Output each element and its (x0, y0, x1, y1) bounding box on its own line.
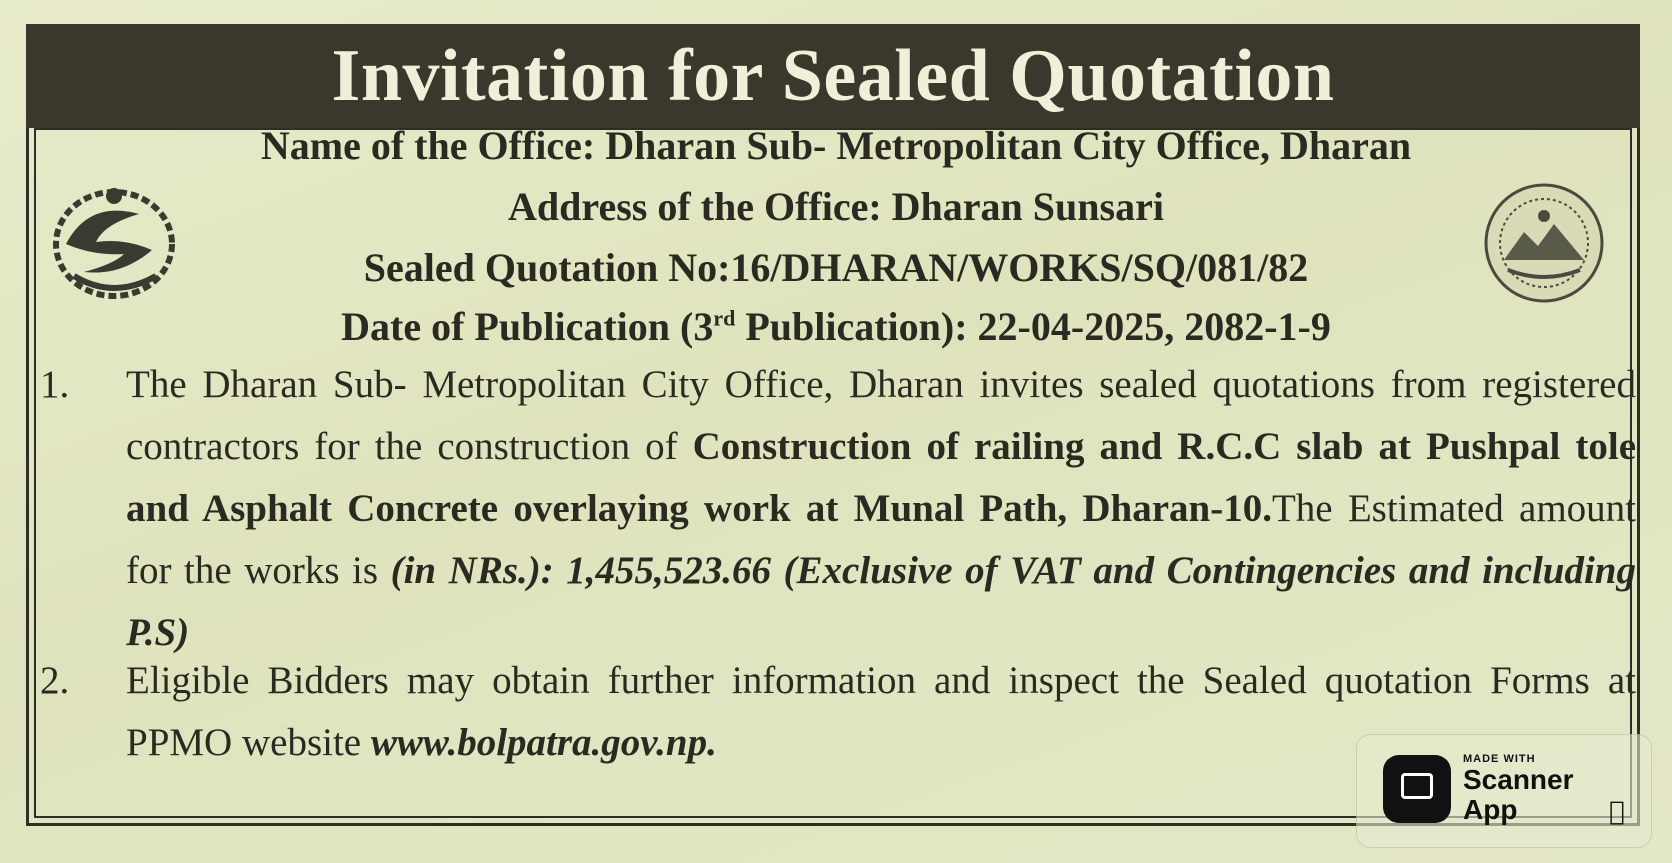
office-address: Address of the Office: Dharan Sunsari (508, 184, 1164, 229)
municipality-seal-icon (1478, 180, 1610, 306)
item-1-amount-text: The Estimated amount for the works is (126, 487, 1636, 592)
made-with-label: MADE WITH (1463, 753, 1536, 765)
scanner-app-watermark (1356, 734, 1652, 848)
publication-prefix: Date of Publication (3 (341, 304, 714, 349)
item-number: 2. (40, 659, 70, 702)
item-number: 1. (40, 363, 70, 406)
website-link: www.bolpatra.gov.np. (370, 721, 717, 764)
publication-suffix: Publication): 22-04-2025, 2082-1-9 (735, 304, 1331, 349)
notice-title: Invitation for Sealed Quotation (331, 34, 1335, 117)
item-1-text (126, 354, 1636, 664)
app-name: Scanner App (1463, 764, 1574, 825)
publication-ordinal: rd (713, 305, 736, 331)
government-emblem-icon (44, 180, 184, 308)
publication-date (0, 303, 1672, 350)
apple-icon (1609, 797, 1625, 827)
title-bar (26, 24, 1640, 128)
quotation-number: Sealed Quotation No:16/DHARAN/WORKS/SQ/081/82 (363, 245, 1309, 290)
item-1-amount-detail: (in NRs.): 1,455,523.66 (Exclusive of VAT and Contingencies and including P.S) (126, 549, 1636, 654)
scanner-icon (1383, 755, 1451, 823)
item-1-intro: The Dharan Sub- Metropolitan City Office, Dharan invites sealed quotations from registered contractors for the construction of (126, 363, 1636, 468)
item-1-work-name: Construction of railing and R.C.C slab at Pushpal tole and Asphalt Concrete overlaying work at Munal Path, Dharan-10. (126, 425, 1637, 530)
item-2-body: Eligible Bidders may obtain further information and inspect the Sealed quotation Forms at PPMO website (126, 659, 1636, 764)
office-name: Name of the Office: Dharan Sub- Metropolitan City Office, Dharan (260, 123, 1412, 168)
